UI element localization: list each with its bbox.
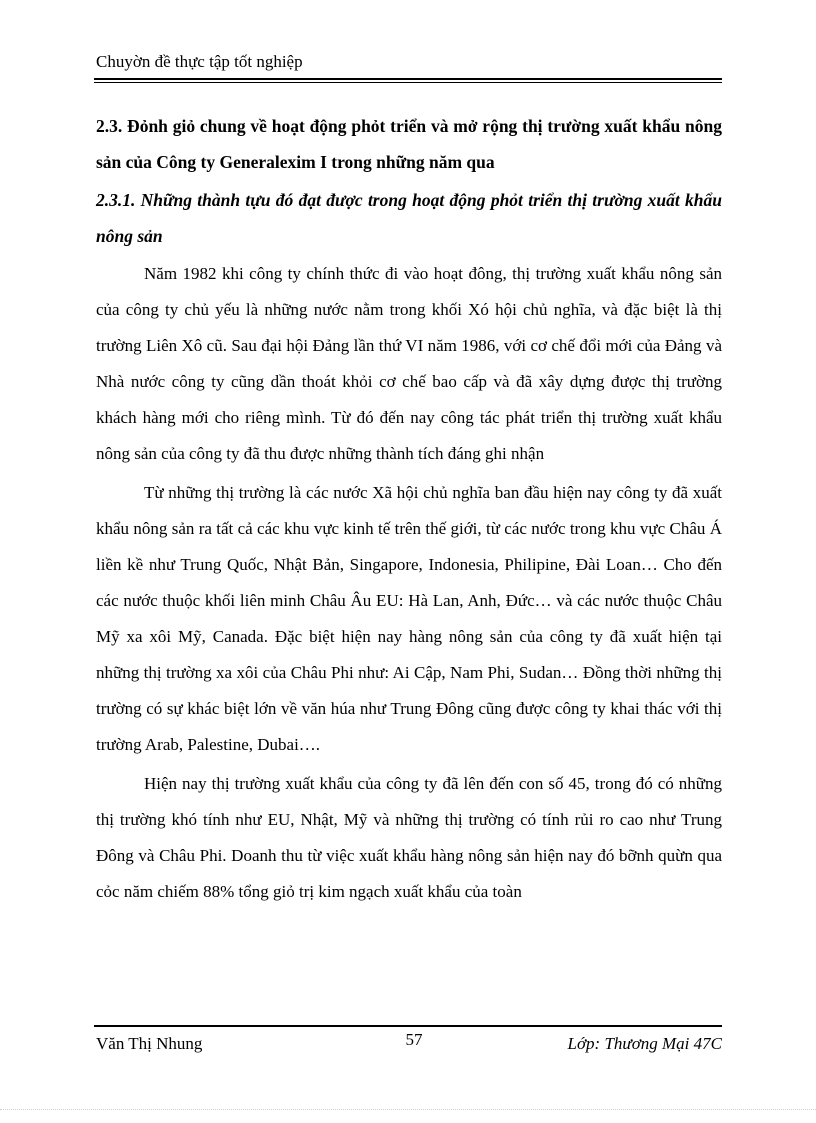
header-rule bbox=[94, 78, 722, 80]
footer-rule bbox=[94, 1025, 722, 1027]
paragraph-1: Năm 1982 khi công ty chính thức đi vào hoạt đông, thị trường xuất khẩu nông sản của công ty chủ yếu là những nước nằm trong khối Xó hội chủ nghĩa, và đặc biệt là thị trường Liên Xô cũ. Sau đại hội Đảng lần thứ VI năm 1986, với cơ chế đổi mới của Đảng và Nhà nước công ty cũng dần thoát khỏi cơ chế bao cấp và đã xây dựng được thị trường khách hàng mới cho riêng mình. Từ đó đến nay công tác phát triển thị trường xuất khẩu nông sản của công ty đã thu được những thành tích đáng ghi nhận bbox=[96, 264, 722, 463]
subsection-heading: 2.3.1. Những thành tựu đó đạt được trong hoạt động phỏt triển thị trường xuất khẩu nông sản bbox=[96, 190, 722, 246]
section-heading: 2.3. Đỏnh giỏ chung về hoạt động phỏt triển và mở rộng thị trường xuất khẩu nông sản của Công ty Generalexim I trong những năm qua bbox=[96, 116, 722, 172]
paragraph-2: Từ những thị trường là các nước Xã hội chủ nghĩa ban đầu hiện nay công ty đã xuất khẩu nông sản ra tất cả các khu vực kinh tế trên thế giới, từ các nước trong khu vực Châu Á liền kề như Trung Quốc, Nhật Bản, Singapore, Indonesia, Philipine, Đài Loan… Cho đến các nước thuộc khối liên minh Châu Âu EU: Hà Lan, Anh, Đức… và các nước thuộc Châu Mỹ xa xôi Mỹ, Canada. Đặc biệt hiện nay hàng nông sản của công ty đã xuất hiện tại những thị trường xa xôi của Châu Phi như: Ai Cập, Nam Phi, Sudan… Đồng thời những thị trường có sự khác biệt lớn về văn húa như Trung Đông cũng được công ty khai thác với thị trường Arab, Palestine, Dubai…. bbox=[96, 483, 722, 754]
page-number: 57 bbox=[405, 1030, 423, 1049]
footer-class: Lớp: Thương Mại 47C bbox=[567, 1034, 722, 1053]
running-header: Chuyờn đề thực tập tốt nghiệp bbox=[96, 52, 303, 71]
page-edge-divider bbox=[0, 1109, 816, 1110]
header-rule-thin bbox=[94, 82, 722, 83]
paragraph-3: Hiện nay thị trường xuất khẩu của công ty đã lên đến con số 45, trong đó có những thị trường khó tính như EU, Nhật, Mỹ và những thị trường có tính rủi ro cao như Trung Đông và Châu Phi. Doanh thu từ việc xuất khẩu hàng nông sản hiện nay đó bỡnh quừn qua cỏc năm chiếm 88% tổng giỏ trị kim ngạch xuất khẩu của toàn bbox=[96, 774, 722, 901]
page-body bbox=[96, 108, 722, 910]
footer-author: Văn Thị Nhung bbox=[96, 1034, 203, 1053]
